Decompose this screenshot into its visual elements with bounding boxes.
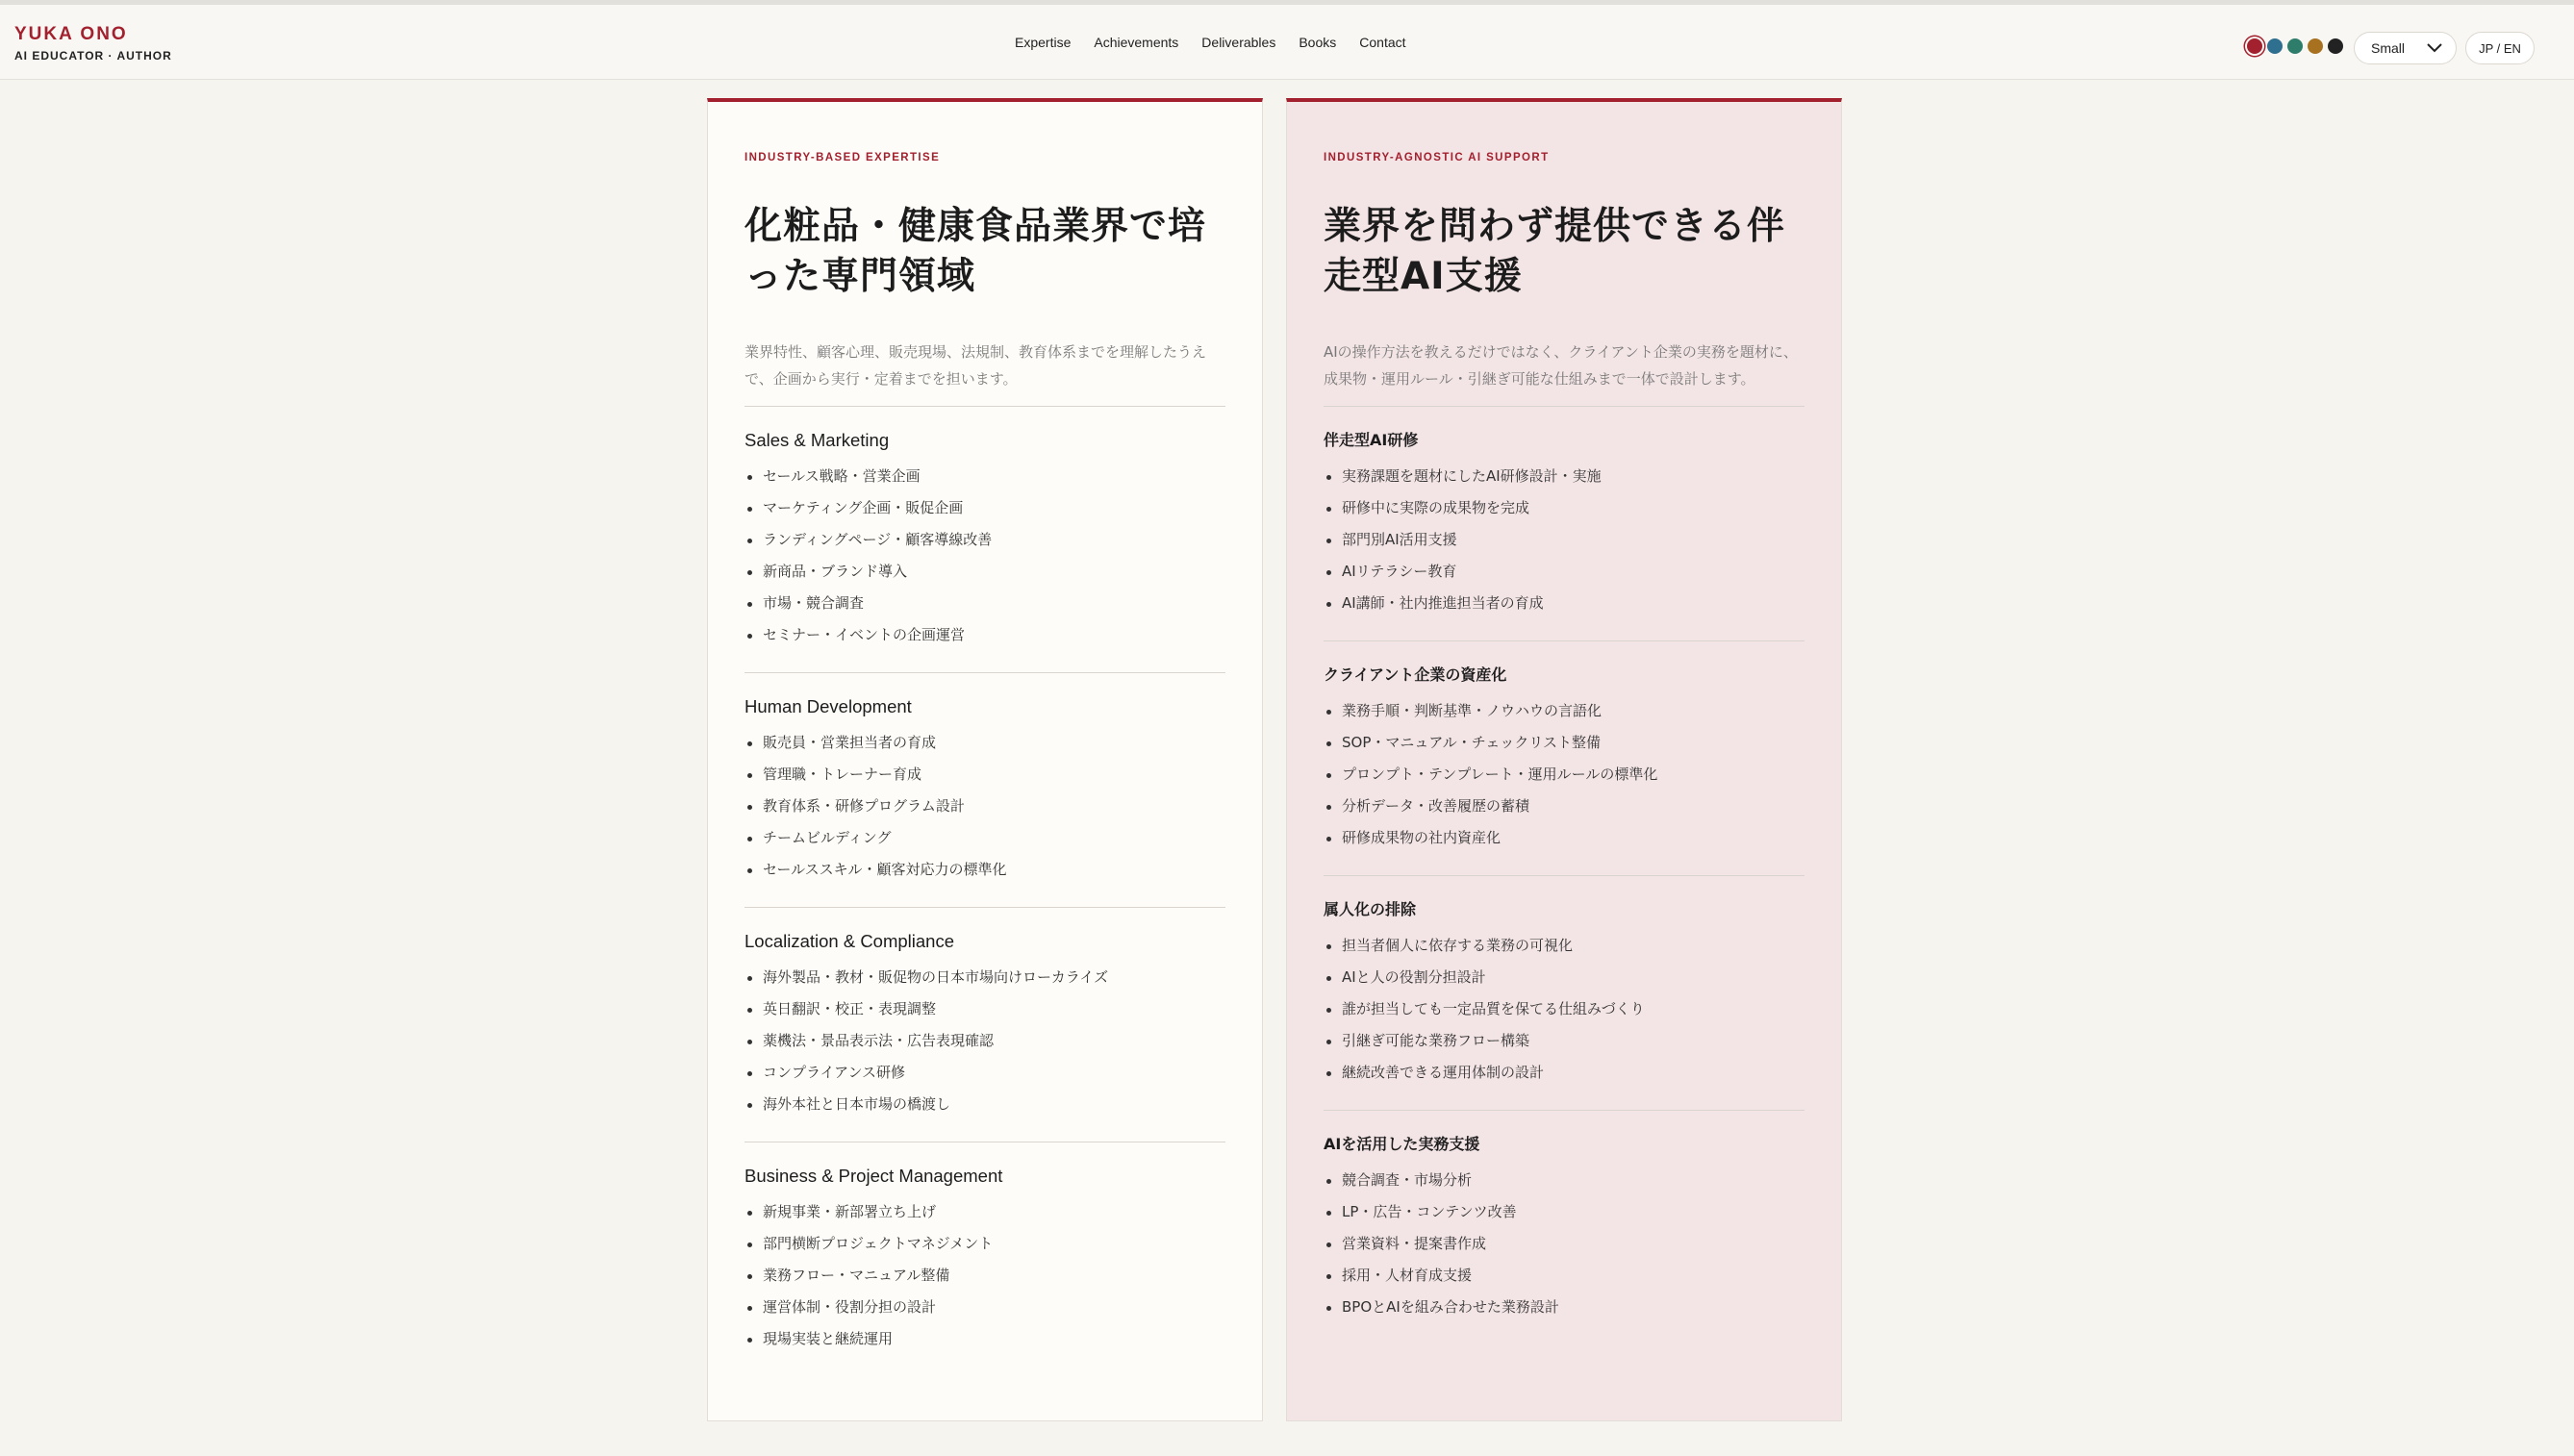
list-item: 誰が担当しても一定品質を保てる仕組みづくり [1324, 993, 1804, 1025]
card-sections [744, 407, 1225, 1376]
section-list [1324, 695, 1804, 854]
list-item: 海外製品・教材・販促物の日本市場向けローカライズ [744, 962, 1225, 993]
section-list [744, 727, 1225, 886]
list-item: 販売員・営業担当者の育成 [744, 727, 1225, 759]
list-item: 営業資料・提案書作成 [1324, 1228, 1804, 1260]
font-size-select-value: Small [2371, 40, 2406, 56]
card-sections [1324, 407, 1804, 1344]
nav-item-contact[interactable]: Contact [1359, 35, 1406, 50]
list-item: 競合調査・市場分析 [1324, 1165, 1804, 1196]
list-item: 薬機法・景品表示法・広告表現確認 [744, 1025, 1225, 1057]
theme-swatch[interactable] [2267, 38, 2283, 54]
section-heading: AIを活用した実務支援 [1324, 1135, 1480, 1153]
nav-item-achievements[interactable]: Achievements [1094, 35, 1179, 50]
list-item: 業務フロー・マニュアル整備 [744, 1260, 1225, 1292]
nav-item-expertise[interactable]: Expertise [1015, 35, 1072, 50]
list-item: 研修中に実際の成果物を完成 [1324, 492, 1804, 524]
brand-subtitle: AI EDUCATOR · AUTHOR [14, 49, 172, 63]
list-item: AI講師・社内推進担当者の育成 [1324, 588, 1804, 619]
ai-support-card [1286, 98, 1842, 1421]
section-list [1324, 461, 1804, 619]
list-item: チームビルディング [744, 822, 1225, 854]
list-item: LP・広告・コンテンツ改善 [1324, 1196, 1804, 1228]
list-item: 分析データ・改善履歴の蓄積 [1324, 791, 1804, 822]
list-item: 引継ぎ可能な業務フロー構築 [1324, 1025, 1804, 1057]
list-item: セミナー・イベントの企画運営 [744, 619, 1225, 651]
main-nav [1015, 5, 1406, 80]
card-lead: AIの操作方法を教えるだけではなく、クライアント企業の実務を題材に、成果物・運用ルール・引継ぎ可能な仕組みまで一体で設計します。 [1324, 339, 1804, 407]
list-item: 管理職・トレーナー育成 [744, 759, 1225, 791]
brand-name[interactable]: YUKA ONO [14, 24, 128, 44]
list-item: 担当者個人に依存する業務の可視化 [1324, 930, 1804, 962]
section-list [1324, 930, 1804, 1089]
site-header [0, 5, 2574, 80]
list-item: 新規事業・新部署立ち上げ [744, 1196, 1225, 1228]
card-section [744, 407, 1225, 673]
card-section [744, 673, 1225, 908]
font-size-select[interactable] [2354, 32, 2457, 64]
section-heading: Sales & Marketing [744, 430, 890, 450]
theme-color-swatches [2247, 38, 2343, 54]
list-item: ランディングページ・顧客導線改善 [744, 524, 1225, 556]
list-item: 継続改善できる運用体制の設計 [1324, 1057, 1804, 1089]
nav-item-books[interactable]: Books [1299, 35, 1337, 50]
section-heading: Human Development [744, 696, 912, 716]
expertise-card [707, 98, 1263, 1421]
list-item: 部門横断プロジェクトマネジメント [744, 1228, 1225, 1260]
list-item: 採用・人材育成支援 [1324, 1260, 1804, 1292]
card-section [744, 908, 1225, 1142]
section-list [744, 461, 1225, 651]
card-lead: 業界特性、顧客心理、販売現場、法規制、教育体系までを理解したうえで、企画から実行・定着までを担います。 [744, 339, 1225, 407]
list-item: 研修成果物の社内資産化 [1324, 822, 1804, 854]
section-heading: Localization & Compliance [744, 931, 955, 951]
list-item: 実務課題を題材にしたAI研修設計・実施 [1324, 461, 1804, 492]
list-item: 業務手順・判断基準・ノウハウの言語化 [1324, 695, 1804, 727]
section-list [744, 1196, 1225, 1355]
section-heading: Business & Project Management [744, 1166, 1003, 1186]
chevron-down-icon [2427, 40, 2442, 56]
card-eyebrow: INDUSTRY-BASED EXPERTISE [744, 152, 941, 163]
theme-swatch[interactable] [2328, 38, 2343, 54]
list-item: セールススキル・顧客対応力の標準化 [744, 854, 1225, 886]
theme-swatch[interactable] [2287, 38, 2303, 54]
card-section [1324, 407, 1804, 641]
section-list [744, 962, 1225, 1120]
list-item: 運営体制・役割分担の設計 [744, 1292, 1225, 1323]
section-heading: クライアント企業の資産化 [1324, 665, 1507, 684]
list-item: BPOとAIを組み合わせた業務設計 [1324, 1292, 1804, 1323]
list-item: AIリテラシー教育 [1324, 556, 1804, 588]
card-eyebrow: INDUSTRY-AGNOSTIC AI SUPPORT [1324, 152, 1550, 163]
list-item: 現場実装と継続運用 [744, 1323, 1225, 1355]
list-item: コンプライアンス研修 [744, 1057, 1225, 1089]
list-item: 英日翻訳・校正・表現調整 [744, 993, 1225, 1025]
language-toggle[interactable]: JP / EN [2465, 32, 2535, 64]
list-item: 部門別AI活用支援 [1324, 524, 1804, 556]
card-title: 化粧品・健康食品業界で培った専門領域 [744, 205, 1207, 298]
section-heading: 属人化の排除 [1324, 900, 1417, 918]
section-list [1324, 1165, 1804, 1323]
list-item: プロンプト・テンプレート・運用ルールの標準化 [1324, 759, 1804, 791]
theme-swatch[interactable] [2247, 38, 2262, 54]
card-section [1324, 876, 1804, 1111]
list-item: 市場・競合調査 [744, 588, 1225, 619]
card-section [744, 1142, 1225, 1376]
section-heading: 伴走型AI研修 [1324, 431, 1419, 449]
list-item: セールス戦略・営業企画 [744, 461, 1225, 492]
card-section [1324, 1111, 1804, 1344]
list-item: SOP・マニュアル・チェックリスト整備 [1324, 727, 1804, 759]
card-title: 業界を問わず提供できる伴走型AI支援 [1324, 205, 1786, 298]
list-item: 教育体系・研修プログラム設計 [744, 791, 1225, 822]
list-item: マーケティング企画・販促企画 [744, 492, 1225, 524]
list-item: 海外本社と日本市場の橋渡し [744, 1089, 1225, 1120]
list-item: AIと人の役割分担設計 [1324, 962, 1804, 993]
card-section [1324, 641, 1804, 876]
theme-swatch[interactable] [2308, 38, 2323, 54]
list-item: 新商品・ブランド導入 [744, 556, 1225, 588]
nav-item-deliverables[interactable]: Deliverables [1201, 35, 1276, 50]
